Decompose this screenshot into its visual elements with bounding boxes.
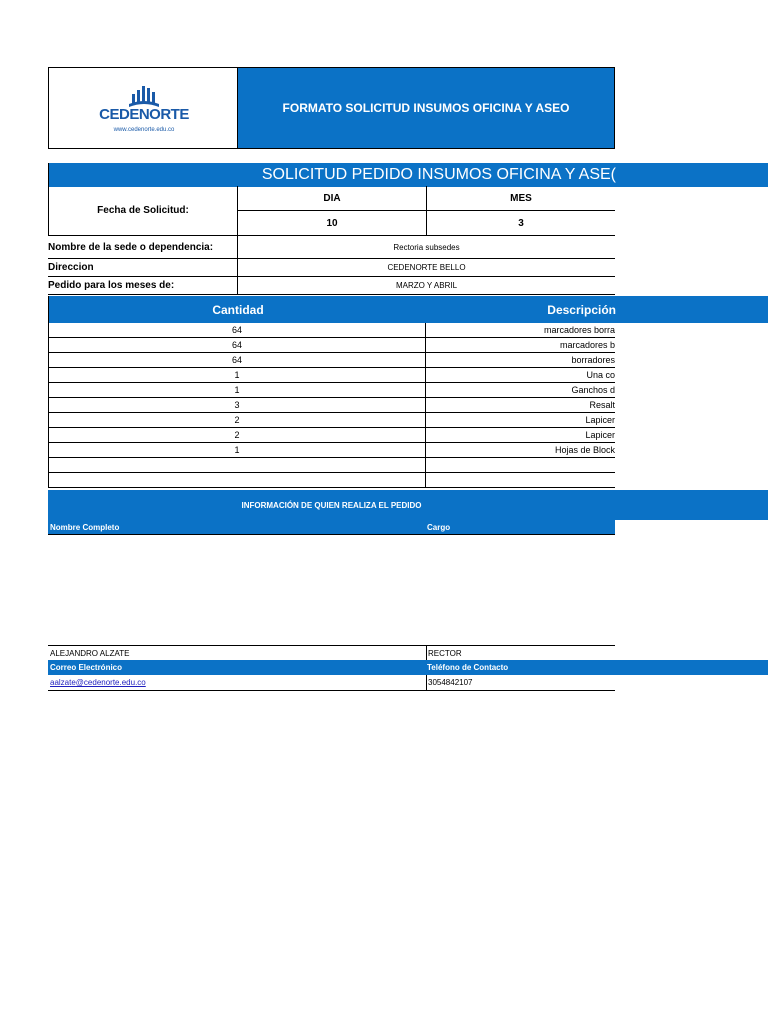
section-title-bar [48, 163, 768, 187]
descripcion-cell: Ganchos d [571, 385, 615, 395]
requester-values-row [48, 645, 615, 661]
col-descripcion: Descripción [547, 302, 616, 317]
sede-label: Nombre de la sede o dependencia: [48, 236, 238, 259]
cantidad-cell: 64 [48, 353, 426, 367]
descripcion-cell [426, 458, 615, 472]
sede-value: Rectoria subsedes [238, 236, 615, 259]
descripcion-cell: Resalt [589, 400, 615, 410]
logo-text: CEDENORTE [99, 106, 189, 123]
mes-value: 3 [427, 211, 615, 236]
table-row [48, 458, 615, 473]
descripcion-cell: Una co [586, 370, 615, 380]
pedido-value: MARZO Y ABRIL [238, 277, 615, 295]
table-row [48, 443, 615, 458]
fecha-label: Fecha de Solicitud: [48, 186, 238, 236]
cantidad-cell: 64 [48, 323, 426, 337]
col-cantidad: Cantidad [212, 302, 264, 317]
cantidad-cell: 1 [48, 443, 426, 457]
cantidad-cell [48, 458, 426, 472]
descripcion-cell: Lapicer [585, 415, 615, 425]
direccion-value: CEDENORTE BELLO [238, 259, 615, 277]
form-title: FORMATO SOLICITUD INSUMOS OFICINA Y ASEO [238, 67, 615, 149]
mes-label: MES [427, 186, 615, 211]
section-title: SOLICITUD PEDIDO INSUMOS OFICINA Y ASE( [261, 166, 616, 183]
descripcion-cell: borradores [571, 355, 615, 365]
table-row [48, 428, 615, 443]
dia-value: 10 [238, 211, 427, 236]
contact-values-row [48, 675, 615, 691]
direccion-label: Direccion [48, 259, 238, 277]
table-row [48, 368, 615, 383]
descripcion-cell: marcadores b [559, 340, 615, 350]
logo-box [48, 67, 238, 149]
table-row [48, 413, 615, 428]
contact-labels-bar [48, 660, 768, 675]
cantidad-cell: 2 [48, 428, 426, 442]
nombre-value: ALEJANDRO ALZATE [48, 646, 427, 660]
cantidad-cell: 1 [48, 383, 426, 397]
correo-link[interactable]: aalzate@cedenorte.edu.co [50, 678, 146, 687]
table-row [48, 398, 615, 413]
cargo-value: RECTOR [428, 648, 462, 658]
correo-cell [48, 675, 427, 690]
table-row [48, 353, 615, 368]
items-header-bar [48, 296, 768, 323]
logo-subtext: www.cedenorte.edu.co [113, 127, 175, 133]
table-row [48, 383, 615, 398]
cantidad-cell: 64 [48, 338, 426, 352]
dia-label: DIA [238, 186, 427, 211]
descripcion-cell: Hojas de Block [554, 445, 615, 455]
cargo-label: Cargo [427, 522, 451, 532]
cantidad-cell [48, 473, 426, 487]
table-row [48, 473, 615, 488]
requester-labels-row [48, 520, 615, 535]
telefono-label: Teléfono de Contacto [427, 663, 509, 672]
nombre-label: Nombre Completo [50, 522, 120, 532]
table-row [48, 323, 615, 338]
table-row [48, 338, 615, 353]
cantidad-cell: 1 [48, 368, 426, 382]
requester-section-title: INFORMACIÓN DE QUIEN REALIZA EL PEDIDO [241, 500, 422, 510]
descripcion-cell: Lapicer [585, 430, 615, 440]
pedido-label: Pedido para los meses de: [48, 277, 238, 295]
cantidad-cell: 3 [48, 398, 426, 412]
correo-label: Correo Electrónico [50, 663, 123, 672]
telefono-value: 3054842107 [428, 678, 473, 687]
descripcion-cell: marcadores borra [543, 325, 615, 335]
descripcion-cell [426, 473, 615, 487]
requester-header-bar [48, 490, 768, 520]
cantidad-cell: 2 [48, 413, 426, 427]
